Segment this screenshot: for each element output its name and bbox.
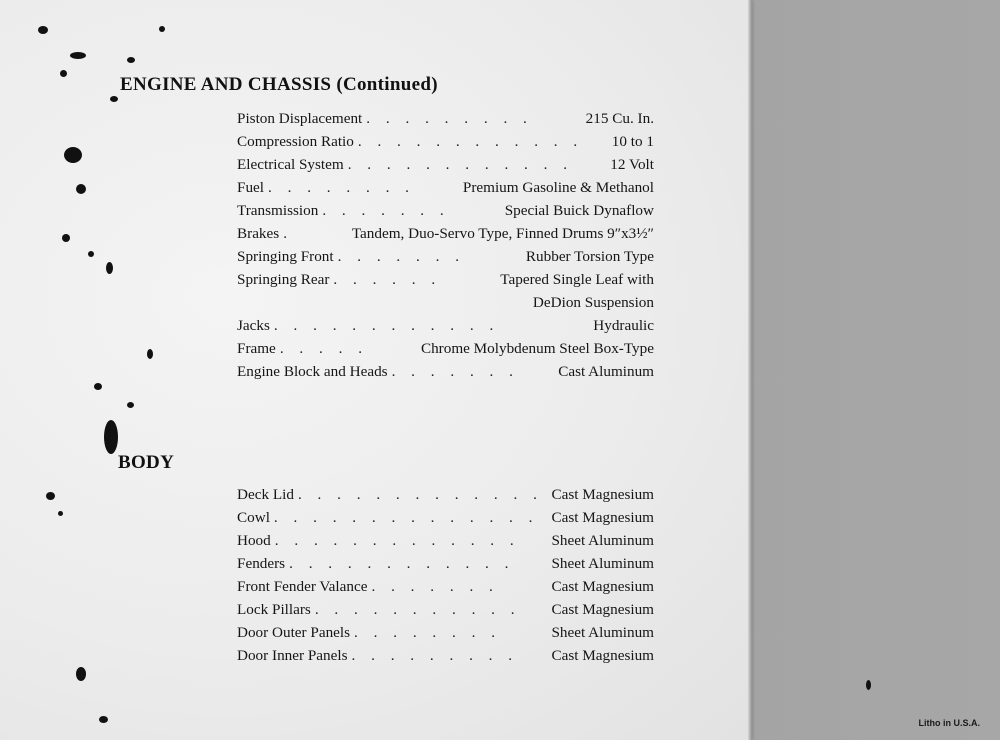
spec-label: Front Fender Valance <box>237 578 368 595</box>
spec-label: Deck Lid <box>237 486 294 503</box>
ink-spot <box>70 52 86 59</box>
ink-spot <box>147 349 153 359</box>
spec-label: Springing Front <box>237 248 334 265</box>
ink-spot <box>110 96 118 102</box>
spec-value: Cast Magnesium <box>551 601 654 618</box>
ink-spot <box>159 26 165 32</box>
dot-leader: . . . . . <box>279 340 368 357</box>
spec-row <box>237 483 654 506</box>
page-fold <box>748 0 752 740</box>
ink-spot <box>76 184 86 194</box>
spec-row <box>237 245 654 268</box>
spec-value: Sheet Aluminum <box>551 555 654 572</box>
spec-value: Cast Magnesium <box>551 509 654 526</box>
spec-value: Special Buick Dynaflow <box>504 202 654 219</box>
spec-row <box>237 575 654 598</box>
ink-spot <box>38 26 48 34</box>
spec-value: Hydraulic <box>593 317 654 334</box>
spec-row <box>237 644 654 667</box>
dot-leader: . . . . . . . . . . . . . <box>274 532 520 549</box>
spec-value: Cast Aluminum <box>558 363 654 380</box>
spec-label: Fenders <box>237 555 286 572</box>
ink-spot <box>64 147 82 163</box>
spec-row <box>237 621 654 644</box>
spec-label: Electrical System <box>237 156 344 173</box>
dot-leader: . . . . . . . . . . . . <box>347 156 574 173</box>
spec-row <box>237 130 654 153</box>
dot-leader: . . . . . . . . . . . . . <box>297 486 543 503</box>
spec-row-continuation <box>237 291 654 314</box>
spec-label: Door Outer Panels <box>237 624 351 641</box>
ink-spot <box>127 57 135 63</box>
ink-spot <box>76 667 86 681</box>
ink-spot <box>99 716 108 723</box>
ink-spot <box>58 511 63 516</box>
dot-leader: . . . . . . . . <box>354 624 501 641</box>
spec-row <box>237 199 654 222</box>
dot-leader: . <box>283 225 293 242</box>
spec-label: Door Inner Panels <box>237 647 348 664</box>
spec-value: Sheet Aluminum <box>551 624 654 641</box>
ink-spot <box>88 251 94 257</box>
spec-row <box>237 506 654 529</box>
engine-chassis-spec-list <box>237 107 654 383</box>
spec-value: Premium Gasoline & Methanol <box>462 179 654 196</box>
spec-value: Chrome Molybdenum Steel Box-Type <box>420 340 654 357</box>
spec-row <box>237 314 654 337</box>
spec-label: Piston Displacement <box>237 110 363 127</box>
spec-label: Hood <box>237 532 271 549</box>
spec-value: Tandem, Duo-Servo Type, Finned Drums 9″x3½″ <box>351 225 654 242</box>
spec-label: Transmission <box>237 202 319 219</box>
spec-row <box>237 268 654 291</box>
spec-row <box>237 337 654 360</box>
dot-leader: . . . . . . <box>333 271 442 288</box>
dot-leader: . . . . . . . . <box>268 179 415 196</box>
dot-leader: . . . . . . . . . . . . . . <box>273 509 539 526</box>
spec-value: Tapered Single Leaf with <box>500 271 654 288</box>
spec-value: 215 Cu. In. <box>585 110 654 127</box>
spec-label: Compression Ratio <box>237 133 354 150</box>
spec-row <box>237 598 654 621</box>
spec-label: Fuel <box>237 179 265 196</box>
spec-value: Cast Magnesium <box>551 647 654 664</box>
spec-row <box>237 153 654 176</box>
spec-row <box>237 360 654 383</box>
ink-spot <box>127 402 134 408</box>
dot-leader: . . . . . . . . . . . . <box>273 317 500 334</box>
spec-label: Brakes <box>237 225 280 242</box>
body-spec-list <box>237 483 654 667</box>
spec-row <box>237 222 654 245</box>
dot-leader: . . . . . . . . . . . <box>314 601 521 618</box>
spec-row <box>237 176 654 199</box>
dot-leader: . . . . . . . <box>371 578 499 595</box>
body-heading: BODY <box>118 452 175 473</box>
ink-spot <box>60 70 67 77</box>
ink-spot <box>94 383 102 390</box>
ink-spot <box>62 234 70 242</box>
spec-row <box>237 529 654 552</box>
spec-label: Springing Rear <box>237 271 330 288</box>
engine-chassis-heading: ENGINE AND CHASSIS (Continued) <box>120 74 438 95</box>
dot-leader: . . . . . . . . . <box>366 110 533 127</box>
spec-value: Rubber Torsion Type <box>525 248 654 265</box>
litho-imprint: Litho in U.S.A. <box>918 718 980 728</box>
spec-value: 12 Volt <box>610 156 654 173</box>
ink-spot <box>46 492 55 500</box>
spec-value: Sheet Aluminum <box>551 532 654 549</box>
dot-leader: . . . . . . . <box>322 202 450 219</box>
dot-leader: . . . . . . . . . <box>351 647 519 664</box>
dot-leader: . . . . . . . . . . . . <box>289 555 515 572</box>
spec-label: Cowl <box>237 509 270 526</box>
spec-value: Cast Magnesium <box>551 486 654 503</box>
spec-label: Engine Block and Heads <box>237 363 388 380</box>
spec-value: DeDion Suspension <box>532 294 654 311</box>
ink-spot <box>104 420 118 454</box>
dot-leader: . . . . . . . <box>337 248 465 265</box>
dot-leader: . . . . . . . . . . . . <box>357 133 584 150</box>
spec-label: Lock Pillars <box>237 601 311 618</box>
spec-row <box>237 552 654 575</box>
spec-value: Cast Magnesium <box>551 578 654 595</box>
spec-label: Frame <box>237 340 276 357</box>
dot-leader: . . . . . . . <box>391 363 519 380</box>
spec-value: 10 to 1 <box>611 133 654 150</box>
ink-spot <box>106 262 113 274</box>
ink-spot <box>866 680 871 690</box>
spec-label: Jacks <box>237 317 270 334</box>
spec-row <box>237 107 654 130</box>
